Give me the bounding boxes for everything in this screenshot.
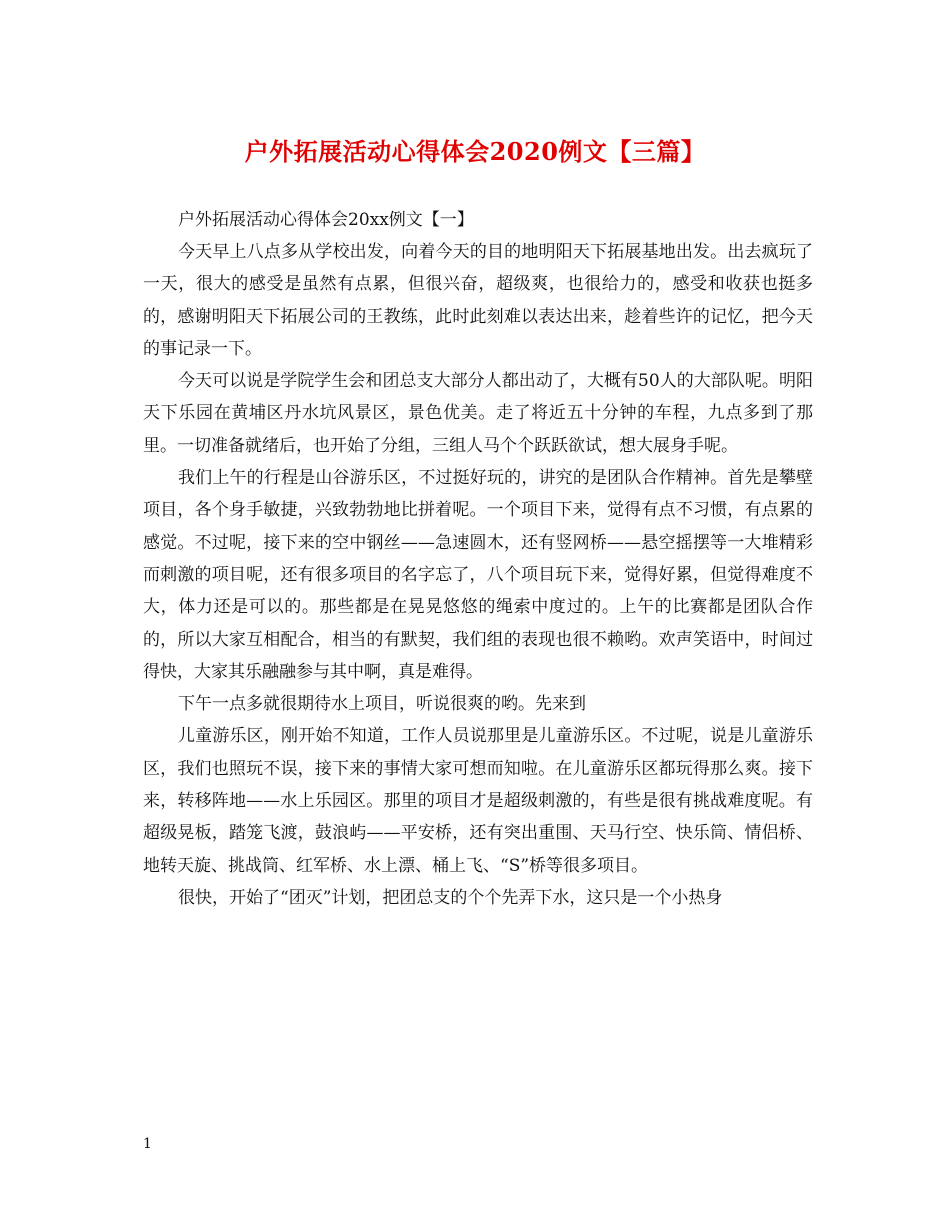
page-number: 1 (143, 1136, 152, 1152)
section-heading: 户外拓展活动心得体会20xx例文【一】 (178, 210, 474, 230)
paragraph: 我们上午的行程是山谷游乐区，不过挺好玩的，讲究的是团队合作精神。首先是攀壁项目，各个身手敏捷，兴致勃勃地比拼着呢。一个项目下来，觉得有点不习惯，有点累的感觉。不过呢，接下来的空中钢丝——急速圆木，还有竖网桥——悬空摇摆等一大堆精彩而刺激的项目呢，还有很多项目的名字忘了，八个项目玩下来，觉得好累，但觉得难度不大，体力还是可以的。那些都是在晃晃悠悠的绳索中度过的。上午的比赛都是团队合作的，所以大家互相配合，相当的有默契，我们组的表现也很不赖哟。欢声笑语中，时间过得快，大家其乐融融参与其中啊，真是难得。 (143, 468, 813, 682)
document-title: 户外拓展活动心得体会2020例文【三篇】 (244, 137, 706, 166)
paragraph: 今天早上八点多从学校出发，向着今天的目的地明阳天下拓展基地出发。出去疯玩了一天，很大的感受是虽然有点累，但很兴奋，超级爽，也很给力的，感受和收获也挺多的，感谢明阳天下拓展公司的王教练，此时此刻难以表达出来，趁着些许的记忆，把今天的事记录一下。 (143, 242, 813, 359)
paragraph: 儿童游乐区，刚开始不知道，工作人员说那里是儿童游乐区。不过呢，说是儿童游乐区，我们也照玩不误，接下来的事情大家可想而知啦。在儿童游乐区都玩得那么爽。接下来，转移阵地——水上乐园区。那里的项目才是超级刺激的，有些是很有挑战难度呢。有超级晃板，踏笼飞渡，鼓浪屿——平安桥，还有突出重围、天马行空、快乐筒、情侣桥、地转天旋、挑战筒、红军桥、水上漂、桶上飞、“S”桥等很多项目。 (143, 726, 813, 876)
document-body (143, 236, 813, 914)
paragraph: 很快，开始了“团灭”计划，把团总支的个个先弄下水，这只是一个小热身 (178, 887, 723, 908)
paragraph: 今天可以说是学院学生会和团总支大部分人都出动了，大概有50人的大部队呢。明阳天下乐园在黄埔区丹水坑风景区，景色优美。走了将近五十分钟的车程，九点多到了那里。一切准备就绪后，也开始了分组，三组人马个个跃跃欲试，想大展身手呢。 (143, 371, 813, 456)
paragraph: 下午一点多就很期待水上项目，听说很爽的哟。先来到 (178, 694, 586, 715)
